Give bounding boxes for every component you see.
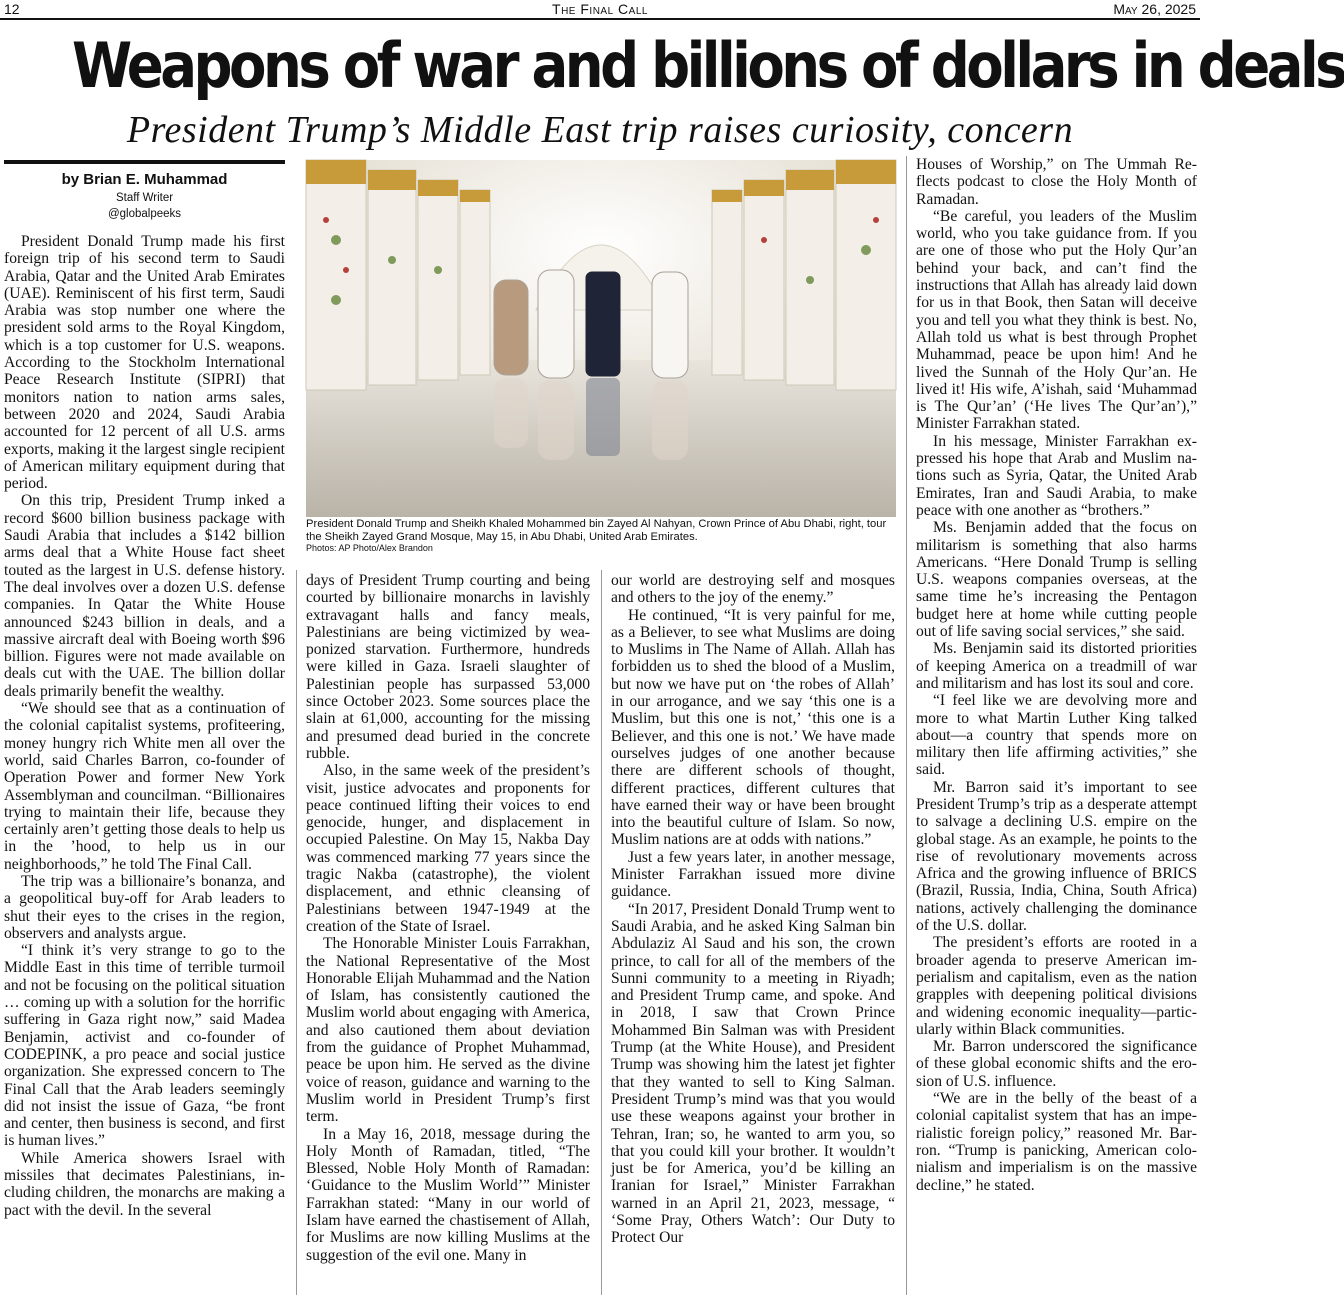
article-column-2: [306, 572, 590, 1295]
masthead-strip: [0, 0, 1200, 20]
byline-rule: [4, 160, 285, 164]
caption-text: President Donald Trump and Sheikh Khaled Mohammed bin Zayed Al Nahyan, Crown Prince of Abu Dhabi, right, tour the Sheikh Zayed Grand Mosque, May 15, in Abu Dhabi, United Arab Emirates.: [306, 518, 887, 543]
byline: [4, 170, 285, 222]
paragraph: The president’s efforts are rooted in a broader agenda to preserve American imperialism and capitalism, even as the nation grapples with deepening political divisions and widening economic inequality—particularly within Black communities.: [916, 934, 1197, 1038]
photo-caption: [306, 518, 898, 553]
paragraph: The Honorable Minister Louis Farrakhan, the National Representative of the Most Honorable Elijah Muhammad and the Nation of Islam, has consistently cautioned the Muslim world about engaging with America, and also cautioned them about deviation from the guidance of Prophet Muhammad, peace be upon him. He served as the divine voice of reason, guidance and warning to the Muslim world in President Trump’s first term.: [306, 935, 590, 1126]
photo-illustration: [306, 160, 896, 517]
figures: [494, 270, 688, 378]
paragraph: Houses of Worship,” on The Ummah Reflects podcast to close the Holy Month of Ramadan.: [916, 156, 1197, 208]
paragraph: The trip was a billionaire’s bonanza, and a geopolitical buy-off for Arab leaders to shut their eyes to the crises in the region, observers and analysts argue.: [4, 872, 285, 942]
paragraph: Ms. Benjamin said its distorted priorities of keeping America on a treadmill of war and militarism and has lost its soul and core.: [916, 640, 1197, 692]
deck-subheadline: President Trump’s Middle East trip raises curiosity, concern: [126, 109, 1074, 151]
issue-date: May 26, 2025: [1113, 1, 1196, 17]
paragraph: President Donald Trump made his first foreign trip of his second term to Saudi Arabia, Qatar and the United Arab Emirates (UAE). Reminiscent of his first term, Saudi Arabia was stop number one where the president sold arms to the Royal Kingdom, which is a top customer for U.S. weapons. According to the Stockholm International Peace Research Institute (SIPRI) that monitors nation to nation arms sales, between 2020 and 2024, Saudi Arabia accounted for 12 percent of all U.S. arms exports, making it the largest single recipient of American military equipment during that period.: [4, 233, 285, 493]
paragraph: “In 2017, President Donald Trump went to Saudi Arabia, and he asked King Salman bin Abdulaziz Al Saud and his son, the crown prince, to call for all of the members of the Sunni community to a meeting in Riyadh; and President Trump came, and spoke. And in 2018, I saw that Crown Prince Mohammed Bin Salman was with President Trump (at the White House), and President Trump was showing him the latest jet fighter that they wanted to sell to King Salman. President Trump’s mind was that you would use these weapons against your brother in Tehran, Iran; so, he wanted to arm you, so that you could kill your brother. It wouldn’t just be for America, you’d be killing an Iranian for Israel,” Minister Farrakhan warned in an April 21, 2023, message, “ ‘Some Pray, Others Watch’: Our Duty to Protect Our: [611, 900, 895, 1247]
author-handle: @globalpeeks: [107, 208, 182, 220]
paragraph: our world are destroying self and mosques and others to the joy of the enemy.”: [611, 572, 895, 607]
publication-name: The Final Call: [552, 1, 648, 17]
paragraph: In a May 16, 2018, message during the Holy Month of Ramadan, titled, “The Blessed, Noble Holy Month of Ramadan: ‘Guidance to the Muslim World’” Minister Farrakhan stated: “Many in our world of Islam have earned the chastisement of Allah, for Muslims are now killing Muslims at the suggestion of the evil one. Many in: [306, 1125, 590, 1264]
author-title: Staff Writer: [115, 192, 174, 204]
photo-credit: Photos: AP Photo/Alex Brandon: [306, 543, 433, 553]
article-column-1: [4, 233, 285, 1295]
paragraph: days of President Trump courting and being courted by billionaire monarchs in lavishly extravagant halls and fancy meals, Palestinians are being victimized by weaponized starvation. Furthermore, hundreds were killed in Gaza. Israeli slaughter of Palestinian people has surpassed 53,000 since October 2023. Some sources place the slain at 61,000, accounting for the missing and presumed dead buried in the concrete rubble.: [306, 572, 590, 762]
paragraph: On this trip, President Trump inked a record $600 billion business package with Saudi Arabia that includes a $142 billion arms deal that a White House fact sheet touted as the largest in U.S. defense history. The deal involves over a dozen U.S. defense companies. In Qatar the White House announced $243 billion in deals, and a massive aircraft deal with Boeing worth $96 billion. Figures were not made available on deals cut with the UAE. The billion dollar deals primarily benefit the wealthy.: [4, 492, 285, 700]
author-name: by Brian E. Muhammad: [61, 171, 228, 188]
paragraph: “I feel like we are devolving more and more to what Martin Luther King talked about—a country that spends more on military then life affirming activities,” she said.: [916, 692, 1197, 779]
paragraph: Ms. Benjamin added that the focus on militarism is something that also harms Americans. “Here Donald Trump is selling U.S. weapons companies overseas, at the same time he’s increasing the Pentagon budget here at home while cutting people out of life saving social services,” she said.: [916, 519, 1197, 641]
mosque-photo: [306, 160, 896, 517]
paragraph: “We are in the belly of the beast of a colonial capitalist system that has an imperialistic foreign policy,” reasoned Mr. Barron. “Trump is panicking, American colonialism and imperialism is on the massive decline,” he stated.: [916, 1090, 1197, 1194]
paragraph: “I think it’s very strange to go to the Middle East in this time of terrible turmoil and not be focusing on the political situation … coming up with a solution for the horrific suffering in Gaza right now,” said Madea Benjamin, activist and co-founder of CODEPINK, a pro peace and social justice organization. She expressed concern to The Final Call that the Arab leaders seemingly did not insist the issue of Gaza, “be front and center, then business is second, and first is human lives.”: [4, 942, 285, 1150]
headline: Weapons of war and billions of dollars in deals: [72, 29, 1344, 102]
paragraph: Mr. Barron said it’s important to see President Trump’s trip as a desperate attempt to salvage a declining U.S. empire on the global stage. As an example, he points to the rise of revolutionary movements across Africa and the growing influence of BRICS (Brazil, Russia, India, China, South Africa) nations, actively challenging the dominance of the U.S. dollar.: [916, 778, 1197, 935]
paragraph: In his message, Minister Farrakhan expressed his hope that Arab and Muslim nations such as Syria, Qatar, the United Arab Emirates, Iran and Saudi Arabia, to make peace with one another as “brothers.”: [916, 432, 1197, 519]
paragraph: Mr. Barron underscored the significance of these global economic shifts and the erosion of U.S. influence.: [916, 1038, 1197, 1090]
paragraph: While America showers Israel with missiles that decimates Palestinians, including children, the monarchs are making a pact with the devil. In the several: [4, 1149, 285, 1219]
paragraph: Also, in the same week of the president’s visit, justice advocates and proponents for peace continued lifting their voices to end genocide, hunger, and displacement in occupied Palestine. On May 15, Nakba Day was commenced marking 77 years since the tragic Nakba (catastrophe), the violent displacement, and ethnic cleansing of Palestinians between 1947-1949 at the creation of the State of Israel.: [306, 762, 590, 935]
column-rule: [296, 570, 297, 1295]
paragraph: “We should see that as a continuation of the colonial capitalist systems, profiteering, money hungry rich White men all over the world, said Charles Barron, co-founder of Operation Power and former New York Assemblyman and councilman. “Billionaires trying to maintain their life, because they certainly aren’t getting those deals to help us in the ’hood, to help us in our neighborhoods,” he told The Final Call.: [4, 700, 285, 873]
column-rule: [906, 156, 907, 1295]
page-number: 12: [4, 1, 20, 17]
paragraph: He continued, “It is very painful for me, as a Believer, to see what Muslims are doing to Muslims in The Name of Allah. Allah has forbidden us to shed the blood of a Muslim, but now we have put on ‘the robes of Allah’ in our arrogance, and we say ‘this one is a Muslim, but this one is not,’ ‘this one is a Believer, and this one is not.’ We have made ourselves judges of one another because there are different schools of thought, different practices, different cultures that have earned their way or have been brought into the beautiful culture of Islam. So now, Muslim nations are at odds with nations.”: [611, 606, 895, 849]
column-rule: [601, 570, 602, 1295]
article-column-4: [916, 156, 1197, 1295]
paragraph: Just a few years later, in another message, Minister Farrakhan issued more divine guidance.: [611, 848, 895, 901]
paragraph: “Be careful, you leaders of the Muslim world, who you take guidance from. If you are one of those who put the Holy Qur’an behind your back, and can’t find the instructions that Allah has already laid down for us in that Book, then Satan will deceive you and tell you what they think is best. No, Allah told us what is best through Prophet Muhammad, peace be upon him! And he lived the Sunnah of the Holy Qur’an. He lived it! His wife, A’ishah, said ‘Muhammad is The Qur’an’ (‘He lives The Qur’an’),” Minister Farrakhan stated.: [916, 207, 1197, 433]
article-column-3: [611, 572, 895, 1295]
